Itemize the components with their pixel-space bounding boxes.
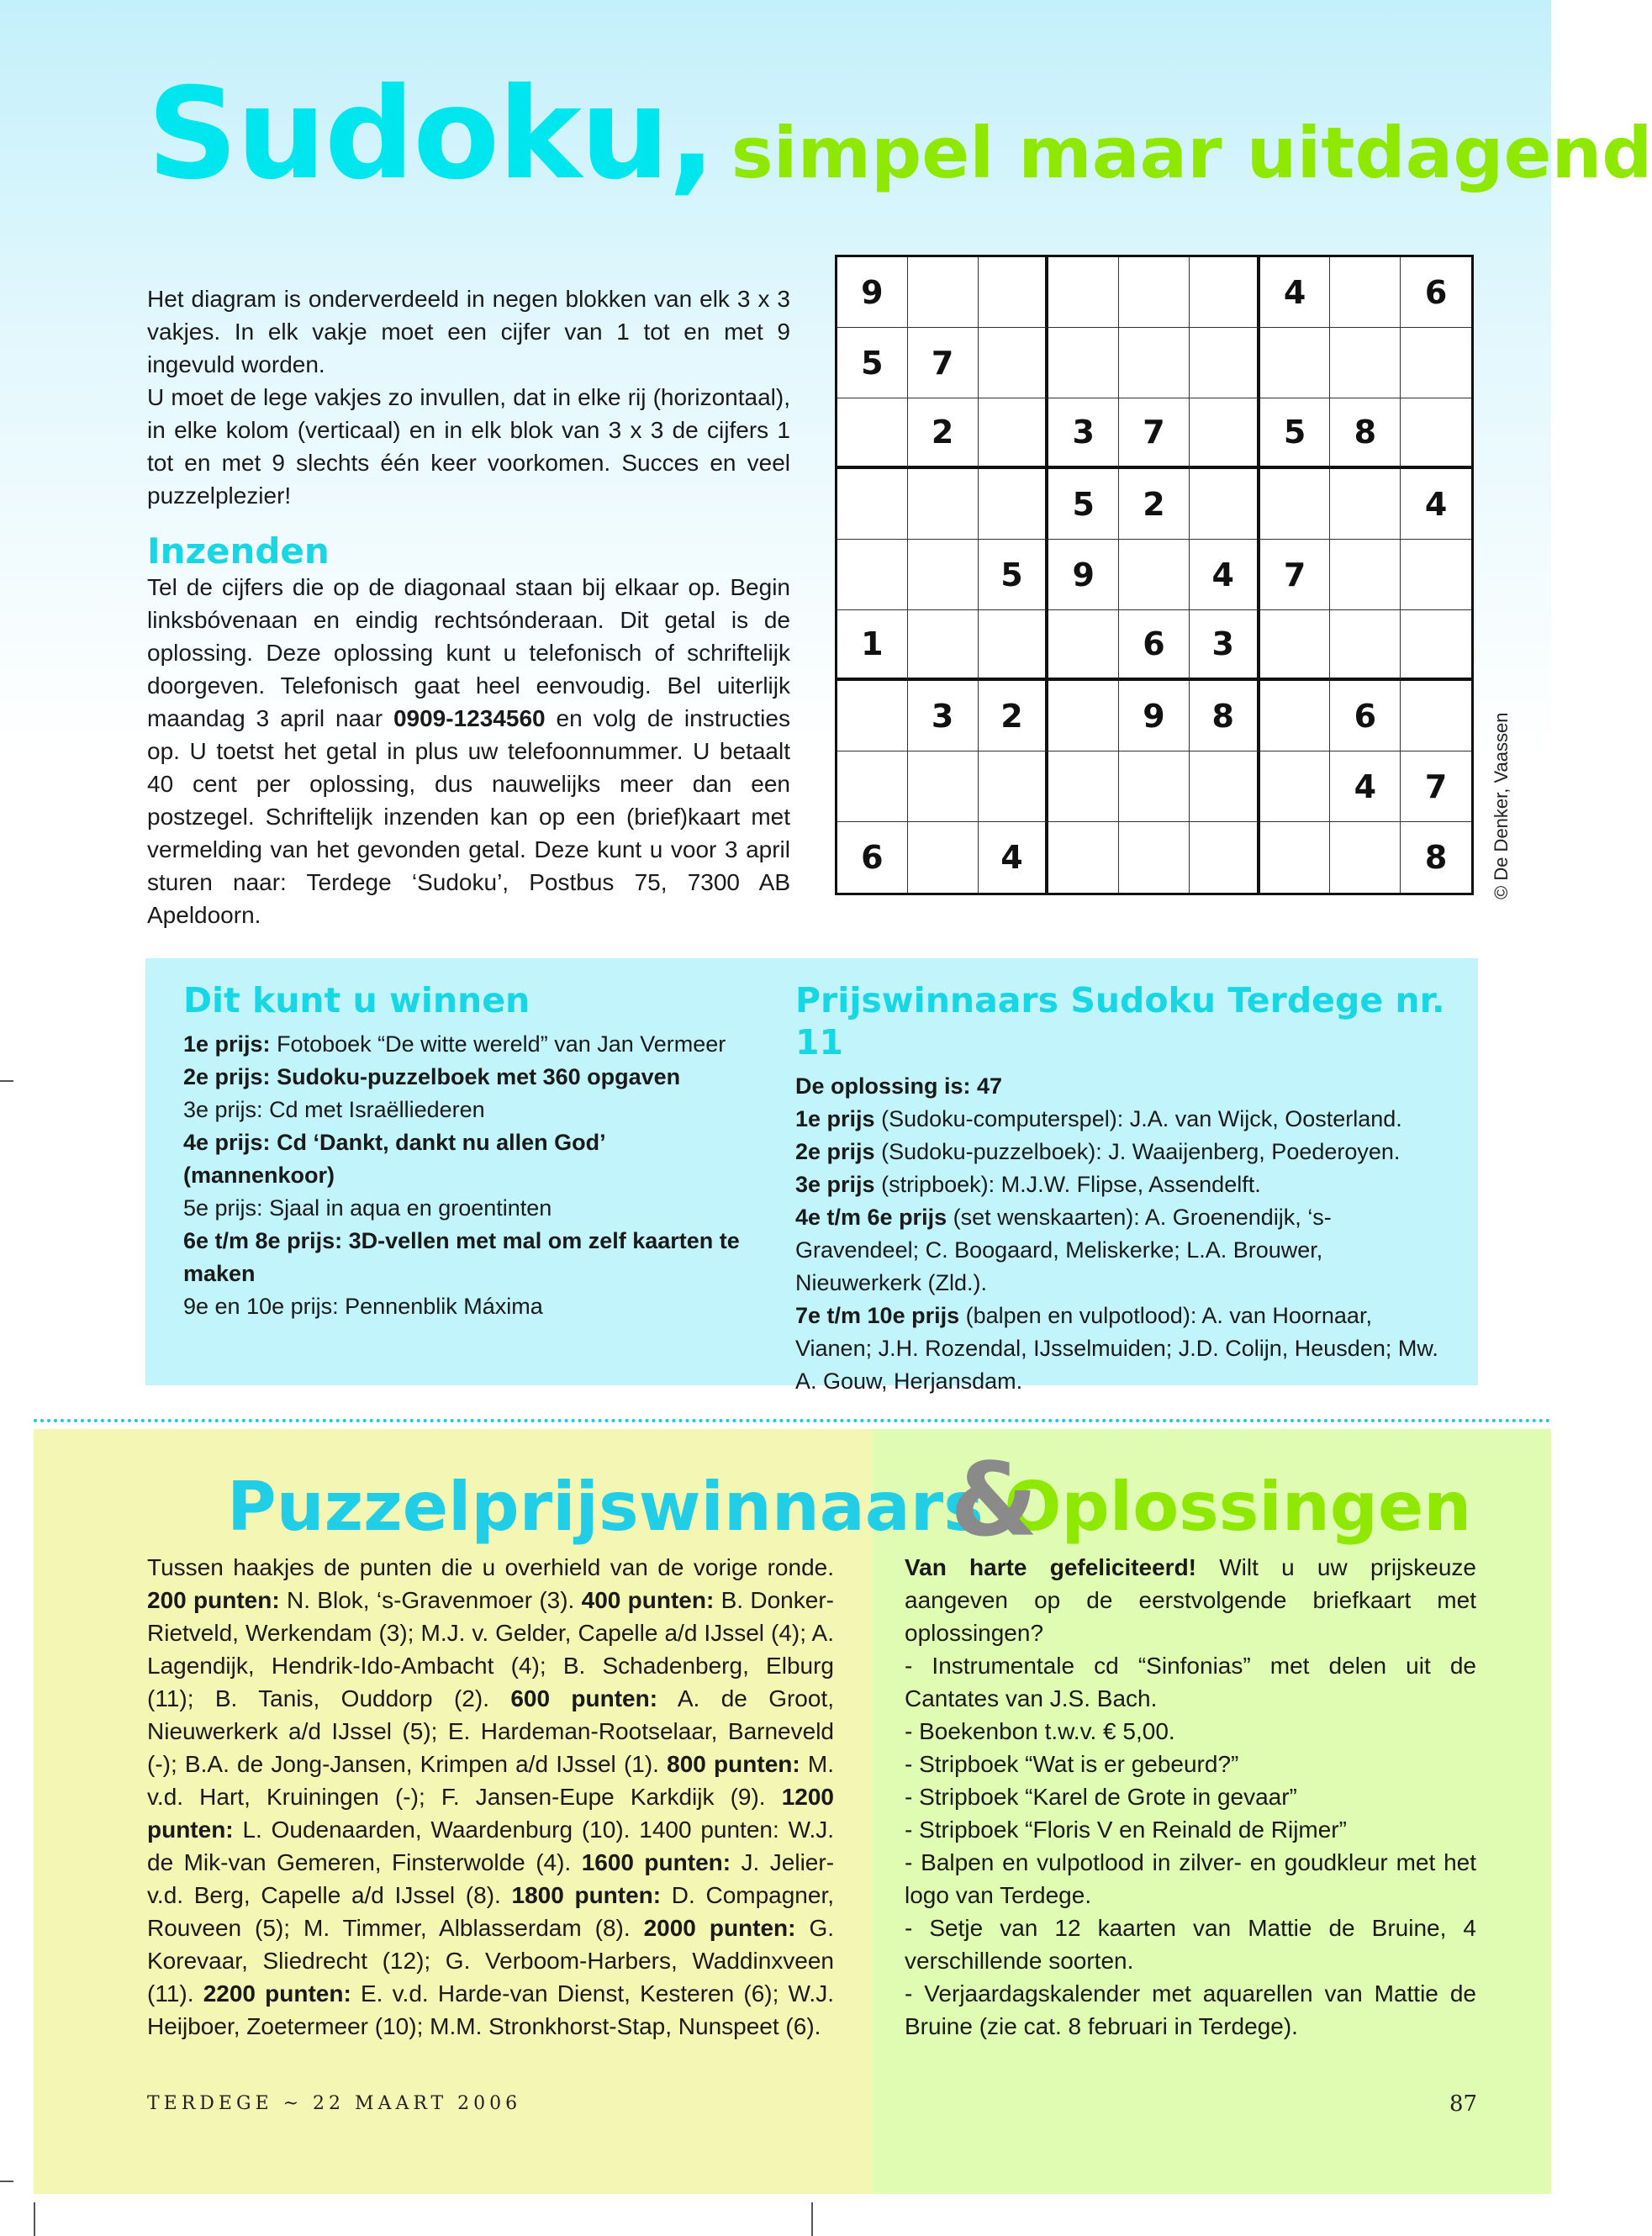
- prize-item: [183, 1192, 755, 1225]
- prize-item: [183, 1126, 755, 1192]
- sudoku-cell: 7: [908, 328, 979, 398]
- sudoku-cell: [1190, 469, 1260, 540]
- prize-item: [183, 1290, 755, 1323]
- sudoku-cell: 2: [979, 681, 1049, 751]
- sudoku-cell: 2: [908, 398, 979, 469]
- points-winners: A. de Groot, Nieuwerkerk a/d IJssel (5); E. Hardeman-Rootselaar, Barneveld (-); B.A. de Jong-Jansen, Krimpen a/d IJssel (1).: [147, 1685, 834, 1777]
- footer-publication: TERDEGE ~ 22 MAART 2006: [147, 2093, 522, 2114]
- sudoku-cell: [1260, 469, 1331, 540]
- sudoku-cell: [908, 257, 979, 328]
- sudoku-grid: [835, 255, 1474, 895]
- ampersand: &: [949, 1442, 1038, 1559]
- sudoku-cell: 4: [1190, 540, 1260, 610]
- prize-text: Fotoboek “De witte wereld” van Jan Vermeer: [277, 1031, 726, 1057]
- title-main: Sudoku,: [147, 61, 715, 208]
- sudoku-cell: [1119, 822, 1190, 893]
- winner-label: 4e t/m 6e prijs: [795, 1205, 947, 1230]
- prize-option: - Stripboek “Wat is er gebeurd?”: [905, 1751, 1239, 1777]
- solution-line: De oplossing is: 47: [795, 1073, 1003, 1099]
- points-winners: L. Oudenaarden, Waardenburg (10).: [242, 1817, 631, 1843]
- sudoku-cell: [837, 469, 908, 540]
- prize-item: [183, 1225, 755, 1290]
- sudoku-cell: 6: [837, 822, 908, 893]
- winners-heading: Prijswinnaars Sudoku Terdege nr. 11: [795, 980, 1445, 1063]
- points-winners: M. v.d. Hart, Kruiningen (-); F. Jansen-Eupe Karkdijk (9).: [147, 1751, 834, 1810]
- prize-text: Cd ‘Dankt, dankt nu allen God’ (mannenkoor): [183, 1130, 605, 1188]
- sudoku-cell: [1330, 610, 1401, 681]
- sudoku-cell: 7: [1260, 540, 1331, 610]
- puzzel-title-b: Oplossingen: [1004, 1468, 1472, 1546]
- prize-text: Sudoku-puzzelboek met 360 opgaven: [277, 1064, 681, 1089]
- sudoku-cell: 4: [1401, 469, 1471, 540]
- points-label: 800 punten:: [667, 1751, 800, 1777]
- congrats-text: [905, 1551, 1476, 1649]
- points-winners: N. Blok, ‘s-Gravenmoer (3).: [286, 1587, 575, 1613]
- sudoku-cell: 5: [1260, 398, 1331, 469]
- sudoku-cell: 7: [1119, 398, 1190, 469]
- prize-label: 5e prijs:: [183, 1195, 263, 1221]
- sudoku-cell: 6: [1330, 681, 1401, 751]
- prize-options-list: [905, 1649, 1476, 2043]
- prize-text: 3D-vellen met mal om zelf kaarten te maken: [183, 1228, 740, 1286]
- sudoku-cell: [979, 610, 1049, 681]
- prize-option: - Boekenbon t.w.v. € 5,00.: [905, 1718, 1175, 1744]
- crop-mark: [811, 2202, 813, 2236]
- points-label: 1200 punten:: [147, 1784, 834, 1843]
- prize-text: Cd met Israëlliederen: [269, 1097, 485, 1122]
- sudoku-cell: 3: [908, 681, 979, 751]
- points-winners: G. Korevaar, Sliedrecht (12); G. Verboom-Harbers, Waddinxveen (11).: [147, 1915, 835, 2007]
- sudoku-cell: 1: [837, 610, 908, 681]
- sudoku-cell: 6: [1119, 610, 1190, 681]
- sudoku-cell: [1330, 469, 1401, 540]
- puzzel-intro: Tussen haakjes de punten die u overhield van de vorige ronde.: [147, 1554, 834, 1580]
- sudoku-cell: [1119, 751, 1190, 822]
- winner-item: [795, 1300, 1453, 1398]
- sudoku-cell: [1330, 540, 1401, 610]
- sudoku-cell: [979, 328, 1049, 398]
- points-label: 600 punten:: [510, 1685, 658, 1711]
- sudoku-cell: [1190, 822, 1260, 893]
- sudoku-cell: 4: [979, 822, 1049, 893]
- sudoku-cell: [1048, 681, 1119, 751]
- sudoku-cell: [1190, 398, 1260, 469]
- sudoku-cell: [837, 751, 908, 822]
- page-title: [147, 61, 1652, 208]
- sudoku-cell: [1190, 257, 1260, 328]
- winner-text: (balpen en vulpotlood): A. van Hoornaar, Vianen; J.H. Rozendal, IJsselmuiden; J.D. Colijn, Heusden; Mw. A. Gouw, Herjansdam.: [795, 1303, 1438, 1394]
- crop-mark: [0, 1080, 13, 1082]
- sudoku-cell: [1330, 257, 1401, 328]
- sudoku-cell: [1048, 610, 1119, 681]
- sudoku-cell: [1260, 328, 1331, 398]
- prize-item: [183, 1094, 755, 1126]
- sudoku-cell: [1119, 328, 1190, 398]
- sudoku-cell: [979, 469, 1049, 540]
- sudoku-cell: [908, 469, 979, 540]
- puzzel-winners-column: [147, 1551, 834, 2043]
- points-winners: D. Compagner, Rouveen (5); M. Timmer, Alblasserdam (8).: [147, 1882, 835, 1941]
- points-winners: J. Jelier-v.d. Berg, Capelle a/d IJssel (8).: [147, 1849, 835, 1908]
- points-winners: W.J. de Mik-van Gemeren, Finsterwolde (4).: [147, 1817, 835, 1875]
- sudoku-cell: 4: [1330, 751, 1401, 822]
- sudoku-cell: 8: [1190, 681, 1260, 751]
- prize-label: 6e t/m 8e prijs:: [183, 1228, 343, 1253]
- prize-option: - Balpen en vulpotlood in zilver- en goudkleur met het logo van Terdege.: [905, 1849, 1476, 1908]
- congrats-bold: Van harte gefeliciteerd!: [905, 1554, 1197, 1580]
- sudoku-cell: [1048, 328, 1119, 398]
- sudoku-cell: [1119, 540, 1190, 610]
- prizes-heading: Dit kunt u winnen: [183, 980, 530, 1020]
- inzenden-heading: Inzenden: [147, 530, 330, 572]
- prize-text: Sjaal in aqua en groentinten: [269, 1195, 552, 1221]
- points-label: 1800 punten:: [511, 1882, 662, 1908]
- sudoku-cell: [1401, 540, 1471, 610]
- prize-label: 2e prijs:: [183, 1064, 271, 1089]
- prize-text: Pennenblik Máxima: [345, 1294, 543, 1319]
- prize-item: [183, 1061, 755, 1094]
- winner-label: 7e t/m 10e prijs: [795, 1303, 960, 1328]
- sudoku-cell: [1401, 610, 1471, 681]
- sudoku-cell: [908, 610, 979, 681]
- points-winners: B. Donker-Rietveld, Werkendam (3); M.J. v. Gelder, Capelle a/d IJssel (4); A. Lagendijk, Hendrik-Ido-Ambacht (4); B. Schadenberg, Elburg (11); B. Tanis, Ouddorp (2).: [147, 1587, 834, 1711]
- prize-option: - Verjaardagskalender met aquarellen van Mattie de Bruine (zie cat. 8 februari in Terdege).: [905, 1980, 1476, 2039]
- points-label: 400 punten:: [581, 1587, 715, 1613]
- sudoku-cell: [908, 540, 979, 610]
- sudoku-cell: [837, 681, 908, 751]
- intro-paragraph: Het diagram is onderverdeeld in negen blokken van elk 3 x 3 vakjes. In elk vakje moet een cijfer van 1 tot en met 9 ingevuld worden.: [147, 286, 790, 377]
- points-label: 2000 punten:: [643, 1915, 796, 1941]
- prize-list: [183, 1028, 755, 1323]
- winner-item: [795, 1201, 1453, 1300]
- winner-text: (Sudoku-computerspel): J.A. van Wijck, Oosterland.: [881, 1106, 1402, 1131]
- sudoku-cell: 5: [837, 328, 908, 398]
- winner-text: (set wenskaarten): A. Groenendijk, ‘s-Gravendeel; C. Boogaard, Meliskerke; L.A. Brouwer, Nieuwerkerk (Zld.).: [795, 1205, 1332, 1295]
- winner-item: [795, 1103, 1453, 1136]
- prize-option: - Stripboek “Karel de Grote in gevaar”: [905, 1784, 1297, 1810]
- points-label: 200 punten:: [147, 1587, 280, 1613]
- sudoku-cell: [1401, 681, 1471, 751]
- inzenden-text-2: en volg de instructies op. U toetst het getal in plus uw telefoonnummer. U betaalt 40 cent per oplossing, dus nauwelijks meer dan een postzegel. Schriftelijk inzenden kan op een (brief)kaart met vermelding van het gevonden getal. Deze kunt u voor 3 april sturen naar: Terdege ‘Sudoku’, Postbus 75, 7300 AB Apeldoorn.: [147, 705, 790, 928]
- sudoku-cell: [908, 822, 979, 893]
- inzenden-text: [147, 571, 790, 931]
- sudoku-cell: [1260, 681, 1331, 751]
- prize-option: - Instrumentale cd “Sinfonias” met delen uit de Cantates van J.S. Bach.: [905, 1653, 1476, 1711]
- sudoku-cell: [1330, 822, 1401, 893]
- prize-option: - Setje van 12 kaarten van Mattie de Bruine, 4 verschillende soorten.: [905, 1915, 1476, 1974]
- sudoku-cell: 7: [1401, 751, 1471, 822]
- prize-option: - Stripboek “Floris V en Reinald de Rijmer”: [905, 1817, 1347, 1843]
- sudoku-cell: [1048, 257, 1119, 328]
- sudoku-cell: 3: [1048, 398, 1119, 469]
- sudoku-cell: [1260, 751, 1331, 822]
- sudoku-cell: 8: [1424, 839, 1448, 876]
- congrats-sentence: Wilt u uw prijskeuze aangeven op de eerstvolgende briefkaart met oplossingen?: [905, 1554, 1477, 1646]
- sudoku-cell: [1048, 822, 1119, 893]
- sudoku-cell: 2: [1119, 469, 1190, 540]
- winner-label: 1e prijs: [795, 1106, 875, 1131]
- winner-item: [795, 1136, 1453, 1168]
- sudoku-cell: [1190, 751, 1260, 822]
- sudoku-cell: 4: [1260, 257, 1331, 328]
- points-label: 1600 punten:: [581, 1849, 731, 1875]
- prize-item: [183, 1028, 755, 1061]
- sudoku-cell: [1260, 610, 1331, 681]
- winner-text: (Sudoku-puzzelboek): J. Waaijenberg, Poederoyen.: [881, 1139, 1401, 1164]
- sudoku-cell: [1048, 751, 1119, 822]
- intro-paragraph: U moet de lege vakjes zo invullen, dat in elke rij (horizontaal), in elke kolom (verticaal) en in elk blok van 3 x 3 de cijfers 1 tot en met 9 slechts één keer voorkomen. Succes en veel puzzelplezier!: [147, 384, 790, 509]
- prizes-column: [183, 979, 755, 1323]
- puzzel-title-a: Puzzelprijswinnaars: [227, 1468, 984, 1546]
- sudoku-cell: [1260, 822, 1331, 893]
- sudoku-cell: 3: [1190, 610, 1260, 681]
- sudoku-cell: [1401, 398, 1471, 469]
- sudoku-cell: 9: [837, 257, 908, 328]
- section-divider: [34, 1419, 1551, 1422]
- winner-label: 2e prijs: [795, 1139, 875, 1164]
- sudoku-cell: [1401, 328, 1471, 398]
- sudoku-cell: [837, 540, 908, 610]
- photo-credit: © De Denker, Vaassen: [1491, 712, 1512, 899]
- page-number: 87: [1449, 2091, 1478, 2117]
- intro-text: [147, 282, 790, 931]
- sudoku-cell: [979, 398, 1049, 469]
- sudoku-cell: 6: [1401, 257, 1471, 328]
- sudoku-cell: [837, 398, 908, 469]
- phone-number: 0909-1234560: [393, 705, 546, 731]
- winner-item: [795, 1168, 1453, 1201]
- sudoku-cell: 5: [979, 540, 1049, 610]
- sudoku-cell: [1190, 328, 1260, 398]
- inzenden-text-1: Tel de cijfers die op de diagonaal staan bij elkaar op. Begin linksbóvenaan en eindig rechtsónderaan. Dit getal is de oplossing. Deze oplossing kunt u telefonisch of schriftelijk doorgeven. Telefonisch gaat heel eenvoudig. Bel uiterlijk maandag 3 april naar: [147, 574, 790, 731]
- crop-mark: [0, 2181, 13, 2182]
- puzzel-title: [227, 1442, 1472, 1559]
- winner-text: (stripboek): M.J.W. Flipse, Assendelft.: [881, 1172, 1261, 1197]
- points-label: 2200 punten:: [203, 1980, 351, 2007]
- prize-label: 3e prijs:: [183, 1097, 263, 1122]
- sudoku-cell: 5: [1048, 469, 1119, 540]
- points-label: 1400 punten:: [639, 1817, 779, 1843]
- sudoku-cell: 8: [1330, 398, 1401, 469]
- sudoku-cell: [908, 751, 979, 822]
- sudoku-cell: [979, 751, 1049, 822]
- winner-list: [795, 1103, 1453, 1398]
- congrats-column: [905, 1551, 1476, 2043]
- puzzel-winners-text: [147, 1551, 834, 2043]
- sudoku-cell: 9: [1048, 540, 1119, 610]
- winners-column: [795, 979, 1453, 1398]
- sudoku-cell: 9: [1119, 681, 1190, 751]
- points-winners: E. v.d. Harde-van Dienst, Kesteren (6); W.J. Heijboer, Zoetermeer (10); M.M. Stronkhorst-Stap, Nunspeet (6).: [147, 1980, 834, 2039]
- crop-mark: [34, 2202, 35, 2236]
- winner-label: 3e prijs: [795, 1172, 875, 1197]
- sudoku-cell: [1119, 257, 1190, 328]
- title-subtitle: simpel maar uitdagend: [731, 112, 1652, 194]
- prize-label: 1e prijs:: [183, 1031, 271, 1057]
- prize-label: 4e prijs:: [183, 1130, 271, 1155]
- sudoku-cell: [979, 257, 1049, 328]
- prize-label: 9e en 10e prijs:: [183, 1294, 339, 1319]
- sudoku-cell: [1330, 328, 1401, 398]
